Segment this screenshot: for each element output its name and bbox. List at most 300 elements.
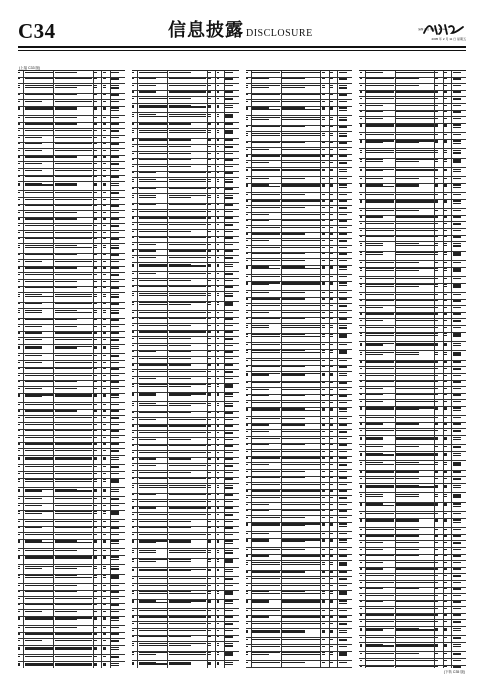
table-cell [396,300,435,306]
table-cell [444,581,453,587]
table-cell [330,71,339,77]
table-cell [435,436,444,444]
table-cell [216,123,225,129]
table-cell [208,139,217,145]
table-cell [330,161,339,167]
table-cell [444,168,453,176]
table-cell [111,456,125,464]
table-cell [444,133,453,139]
table-cell [102,549,111,555]
table-cell [435,471,444,477]
table-cell [282,496,321,502]
table-cell [321,629,330,637]
table-cell [138,210,168,216]
table-cell [138,464,168,470]
table-cell [435,423,444,429]
table-cell [396,261,435,267]
table-row [246,193,353,200]
table-cell [216,636,225,642]
table-cell [366,78,396,84]
table-row [359,306,466,313]
table-row [132,438,239,445]
table-cell [216,318,225,324]
table-cell [435,229,444,235]
table-cell [94,403,103,409]
table-row [246,600,353,609]
table-cell [102,436,111,442]
table-cell [225,97,239,103]
table-cell [338,661,352,667]
table-row [359,436,466,445]
table-cell [102,149,111,155]
table-cell [102,198,111,204]
table-cell [24,520,54,526]
table-cell [444,177,453,183]
table-cell [216,464,225,470]
table-cell [24,533,54,539]
table-cell [24,655,54,661]
table-row [132,471,239,478]
table-cell [282,430,321,436]
table-cell [225,652,239,660]
table-row [246,532,353,539]
table-cell [321,388,330,394]
table-row [359,78,466,85]
table-cell [225,431,239,437]
table-cell [366,503,396,511]
table-cell [208,263,217,271]
table-cell [216,568,225,576]
table-cell [452,471,466,477]
table-cell [435,140,444,148]
table-cell [321,424,330,430]
table-cell [111,293,125,301]
table-cell [216,351,225,357]
table-cell [94,260,103,266]
table-cell [338,193,352,199]
table-cell [435,293,444,299]
table-row [246,298,353,305]
table-cell [321,401,330,407]
table-cell [24,374,54,380]
table-cell [444,209,453,215]
table-cell [24,149,54,155]
table-cell [321,206,330,212]
table-cell [338,84,352,92]
table-cell [435,268,444,276]
table-cell [396,519,435,527]
table-cell [330,577,339,583]
table-cell [138,357,168,363]
table-cell [138,494,168,500]
table-cell [216,445,225,451]
table-cell [24,449,54,455]
table-cell [168,484,207,492]
table-cell [225,217,239,223]
table-cell [338,523,352,531]
table-row [132,425,239,432]
table-cell [225,165,239,171]
table-cell [321,532,330,538]
table-cell [452,394,466,400]
table-cell [216,418,225,424]
table-row [246,483,353,490]
table-cell [138,113,168,121]
table-row [246,318,353,325]
table-row [18,655,125,662]
table-cell [435,91,444,97]
table-cell [444,477,453,483]
table-cell [252,366,282,372]
table-row [359,512,466,519]
table-cell [138,377,168,383]
table-row [359,381,466,388]
table-cell [282,226,321,232]
table-cell [94,597,103,603]
table-row [132,520,239,527]
table-cell [168,263,207,271]
table-row [132,286,239,293]
table-cell [111,655,125,661]
table-cell [54,361,93,367]
table-cell [168,412,207,418]
table-row [246,253,353,260]
table-cell [94,205,103,211]
table-cell [111,662,125,668]
table-cell [366,284,396,292]
table-cell [216,272,225,278]
table-row [18,488,125,497]
table-cell [435,484,444,492]
table-cell [94,238,103,244]
table-cell [111,325,125,331]
table-cell [452,300,466,306]
table-cell [444,643,453,651]
table-cell [208,113,217,121]
table-row [246,266,353,275]
table-cell [102,361,111,367]
table-cell [102,211,111,217]
table-cell [24,107,54,115]
table-row [132,210,239,217]
table-row [132,243,239,250]
table-cell [168,577,207,583]
table-cell [330,616,339,622]
table-cell [252,571,282,577]
table-cell [435,342,444,350]
table-cell [452,561,466,567]
table-cell [138,178,168,186]
table-cell [444,436,453,444]
table-cell [168,165,207,171]
table-cell [138,513,168,519]
table-cell [111,403,125,409]
table-cell [168,230,207,236]
table-cell [216,402,225,410]
table-cell [338,94,352,100]
table-cell [138,568,168,576]
table-cell [94,100,103,106]
table-row [246,107,353,116]
table-cell [252,78,282,84]
table-cell [102,465,111,471]
table-cell [282,532,321,538]
table-cell [102,218,111,224]
table-cell [24,238,54,244]
table-cell [225,279,239,285]
table-cell [435,261,444,267]
table-cell [94,520,103,526]
table-cell [24,84,54,92]
table-row [246,71,353,78]
table-cell [282,298,321,304]
table-cell [282,571,321,577]
table-cell [138,71,168,77]
table-cell [321,311,330,317]
table-cell [216,540,225,548]
table-cell [168,661,207,668]
table-row [18,287,125,294]
table-cell [321,359,330,365]
table-cell [435,124,444,132]
table-cell [444,471,453,477]
table-cell [24,387,54,393]
table-cell [330,239,339,245]
table-cell [338,324,352,332]
table-row [132,478,239,485]
table-row [18,504,125,511]
table-cell [102,205,111,211]
table-cell [366,461,396,469]
table-cell [138,520,168,526]
table-cell [452,429,466,435]
table-cell [252,213,282,219]
table-cell [396,528,435,534]
table-cell [102,575,111,583]
table-cell [366,111,396,117]
table-cell [435,184,444,192]
table-cell [24,78,54,84]
table-cell [444,423,453,429]
table-cell [330,457,339,463]
table-cell [24,556,54,564]
table-cell [138,337,168,343]
table-cell [216,629,225,635]
table-row [18,325,125,332]
table-cell [252,275,282,281]
table-cell [321,444,330,450]
table-row [246,184,353,193]
table-cell [252,401,282,407]
table-cell [366,588,396,594]
table-cell [54,231,93,237]
table-cell [94,610,103,616]
table-cell [24,591,54,597]
table-cell [54,504,93,510]
table-row [132,78,239,85]
table-cell [435,387,444,393]
table-cell [24,410,54,416]
table-row [132,302,239,311]
table-cell [396,445,435,451]
table-cell [102,591,111,597]
table-cell [111,497,125,503]
table-cell [435,361,444,367]
table-cell [111,231,125,237]
table-cell [330,591,339,599]
table-cell [24,319,54,325]
table-cell [452,284,466,292]
table-row [132,230,239,237]
table-cell [282,609,321,615]
table-row [18,540,125,549]
table-cell [54,71,93,77]
table-cell [216,652,225,660]
table-cell [396,614,435,620]
table-row [18,260,125,267]
table-cell [168,500,207,506]
table-cell [138,527,168,533]
table-cell [321,84,330,92]
table-cell [338,652,352,660]
table-cell [208,104,217,112]
table-cell [208,364,217,370]
table-cell [330,324,339,332]
table-row [18,639,125,646]
table-row [359,493,466,502]
table-cell [435,561,444,567]
table-cell [252,324,282,332]
table-cell [102,504,111,510]
table-cell [111,549,125,555]
table-cell [444,519,453,527]
table-cell [282,282,321,290]
table-cell [168,188,207,194]
table-cell [435,209,444,215]
table-cell [102,123,111,129]
table-cell [321,561,330,569]
table-cell [452,124,466,132]
table-cell [338,78,352,84]
table-row [246,350,353,359]
table-cell [208,600,217,608]
table-cell [102,449,111,455]
table-row [246,609,353,616]
table-cell [452,104,466,110]
table-row [359,97,466,104]
table-cell [168,527,207,533]
table-cell [102,238,111,244]
table-cell [338,539,352,547]
table-cell [168,629,207,635]
table-cell [282,116,321,124]
table-cell [282,548,321,554]
table-cell [330,444,339,450]
table-cell [330,298,339,304]
table-cell [102,231,111,237]
table-cell [24,381,54,387]
table-cell [111,626,125,632]
table-cell [435,574,444,580]
table-cell [102,410,111,416]
table-cell [435,111,444,117]
table-row [132,194,239,203]
table-row [132,84,239,91]
table-cell [168,616,207,622]
table-cell [54,332,93,338]
table-row [246,304,353,311]
table-row [18,345,125,354]
table-cell [252,253,282,259]
table-cell [435,313,444,319]
table-cell [330,584,339,590]
table-cell [138,324,168,330]
table-cell [252,532,282,538]
table-cell [111,338,125,344]
table-row [132,609,239,616]
column-2 [132,70,239,668]
table-cell [216,237,225,243]
table-cell [444,124,453,132]
table-row [246,132,353,141]
table-cell [24,309,54,317]
table-cell [444,400,453,406]
table-cell [396,236,435,242]
table-cell [168,210,207,216]
table-row [132,292,239,301]
table-cell [225,129,239,137]
table-cell [252,304,282,310]
table-cell [94,287,103,293]
table-cell [111,244,125,252]
table-cell [225,351,239,357]
table-cell [252,490,282,496]
table-cell [396,652,435,658]
table-cell [216,500,225,506]
table-cell [282,555,321,561]
table-cell [338,71,352,77]
table-row [359,607,466,614]
table-cell [452,407,466,415]
table-cell [366,416,396,422]
table-cell [216,302,225,310]
table-cell [24,497,54,503]
table-row [246,161,353,168]
table-cell [321,600,330,608]
table-cell [396,620,435,626]
table-cell [396,471,435,477]
table-cell [282,424,321,430]
table-cell [208,629,217,635]
table-cell [330,193,339,199]
table-cell [435,333,444,341]
table-row [359,471,466,478]
table-cell [321,350,330,358]
table-cell [111,565,125,573]
table-cell [330,463,339,469]
table-row [18,293,125,302]
table-cell [102,354,111,360]
table-cell [208,172,217,178]
table-cell [252,548,282,554]
table-cell [94,604,103,610]
table-cell [452,477,466,483]
table-cell [330,100,339,106]
table-row [132,71,239,78]
header-rule-thick [18,46,466,48]
table-row [246,359,353,366]
table-cell [452,555,466,561]
